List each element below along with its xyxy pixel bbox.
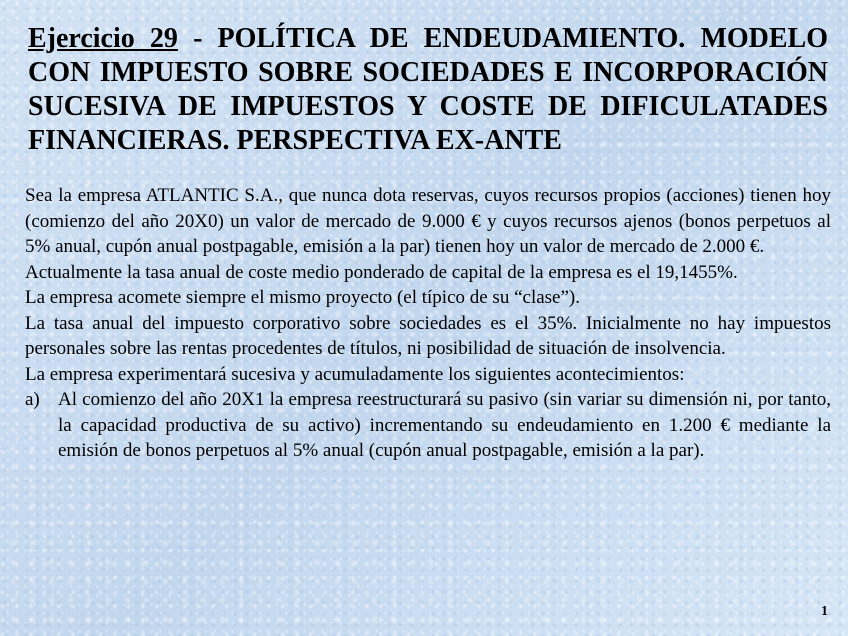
list-item xyxy=(25,387,831,464)
title-text: - POLÍTICA DE ENDEUDAMIENTO. MODELO CON IMPUESTO SOBRE SOCIEDADES E INCORPORACIÓN SUCESIVA DE IMPUESTOS Y COSTE DE DIFICULATADES FINANCIERAS. PERSPECTIVA EX-ANTE xyxy=(28,23,829,156)
page-number: 1 xyxy=(821,604,828,619)
slide-body xyxy=(25,183,831,464)
paragraph-project: La empresa acomete siempre el mismo proyecto (el típico de su “clase”). xyxy=(25,287,580,308)
paragraph-taxes: La tasa anual del impuesto corporativo sobre sociedades es el 35%. Inicialmente no hay impuestos personales sobre las rentas procedentes de títulos, ni posibilidad de situación de insolvencia. xyxy=(25,312,831,359)
paragraph-company: Sea la empresa ATLANTIC S.A., que nunca dota reservas, cuyos recursos propios (acciones) tienen hoy (comienzo del año 20X0) un valor de mercado de 9.000 € y cuyos recursos ajenos (bonos perpetuos al 5% anual, cupón anual postpagable, emisión a la par) tienen hoy un valor de mercado de 2.000 €. xyxy=(25,185,831,257)
slide-title xyxy=(28,22,828,158)
exercise-label: Ejercicio 29 xyxy=(28,23,178,54)
paragraph-wacc: Actualmente la tasa anual de coste medio ponderado de capital de la empresa es el 19,1455%. xyxy=(25,261,738,283)
paragraph-events-intro: La empresa experimentará sucesiva y acumuladamente los siguientes acontecimientos: xyxy=(25,363,685,385)
list-item-text: Al comienzo del año 20X1 la empresa reestructurará su pasivo (sin variar su dimensión ni, por tanto, la capacidad productiva de su activo) incrementando su endeudamiento en 1.200 € mediante la emisión de bonos perpetuos al 5% anual (cupón anual postpagable, emisión a la par). xyxy=(58,389,831,461)
list-item-marker: a) xyxy=(25,389,40,410)
